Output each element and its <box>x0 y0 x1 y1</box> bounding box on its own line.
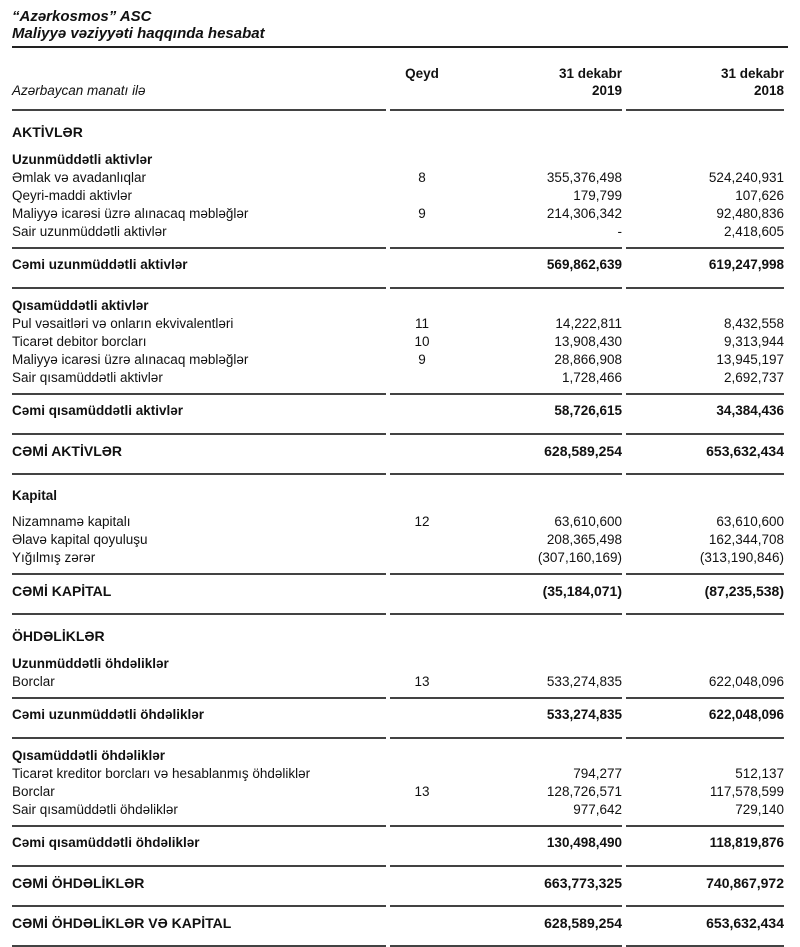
rule-row <box>12 939 784 947</box>
row-2019-cell: 1,728,466 <box>561 370 622 385</box>
row-note-cell: 10 <box>414 334 430 349</box>
row-label-cell: CƏMİ AKTİVLƏR <box>12 443 123 459</box>
column-header-note: Qeyd <box>405 66 439 81</box>
rule-segment <box>626 939 784 947</box>
rule-segment <box>12 467 386 475</box>
row-note-cell: 8 <box>418 170 426 185</box>
row-2018-cell: 512,137 <box>735 766 784 781</box>
rule-segment <box>626 281 784 289</box>
rule-row <box>12 467 784 475</box>
row-2018-cell: 8,432,558 <box>723 316 784 331</box>
section-heading-row <box>12 111 784 143</box>
section-heading: Qısamüddətli öhdəliklər <box>12 748 166 763</box>
row-label-cell: Borclar <box>12 784 55 799</box>
currency-note: Azərbaycan manatı ilə <box>12 83 146 98</box>
row-2019-cell: 355,376,498 <box>546 170 622 185</box>
row-label-cell: CƏMİ KAPİTAL <box>12 583 112 599</box>
rule-segment <box>390 899 622 907</box>
rule-segment <box>626 387 784 395</box>
table-row <box>12 531 784 549</box>
row-2018-cell: (87,235,538) <box>704 583 784 599</box>
row-note-cell <box>390 187 454 205</box>
rule-segment <box>390 467 622 475</box>
row-note-cell: 9 <box>418 352 426 367</box>
row-2018-cell: 162,344,708 <box>708 532 784 547</box>
rule-row <box>12 899 784 907</box>
table-row <box>12 169 784 187</box>
row-2018-cell: 729,140 <box>735 802 784 817</box>
table-row <box>12 575 784 607</box>
rule-segment <box>626 731 784 739</box>
section-heading-row <box>12 143 784 169</box>
row-label-cell: CƏMİ ÖHDƏLİKLƏR VƏ KAPİTAL <box>12 915 232 931</box>
row-2019-cell: 28,866,908 <box>554 352 622 367</box>
rule-row <box>12 387 784 395</box>
rule-segment <box>12 281 386 289</box>
row-2018-cell: 34,384,436 <box>716 403 784 418</box>
rule-row <box>12 731 784 739</box>
section-heading: AKTİVLƏR <box>12 124 83 140</box>
rule-segment <box>12 241 386 249</box>
rule-segment <box>626 241 784 249</box>
row-2019-cell: - <box>617 224 622 239</box>
row-2018-cell: 107,626 <box>735 188 784 203</box>
section-heading: Uzunmüddətli öhdəliklər <box>12 656 169 671</box>
section-heading: Uzunmüddətli aktivlər <box>12 152 153 167</box>
row-note-cell: 11 <box>414 316 429 331</box>
rule-row <box>12 281 784 289</box>
rule-segment <box>626 427 784 435</box>
row-label-cell: Sair qısamüddətli aktivlər <box>12 370 163 385</box>
column-header-2019-date: 31 dekabr <box>558 66 622 81</box>
row-2019-cell: 628,589,254 <box>544 915 622 931</box>
rule-row <box>12 859 784 867</box>
section-heading: ÖHDƏLİKLƏR <box>12 628 105 644</box>
rule-segment <box>626 467 784 475</box>
row-2019-cell: 663,773,325 <box>544 875 622 891</box>
rule-row <box>12 567 784 575</box>
rule-segment <box>390 607 622 615</box>
table-row <box>12 351 784 369</box>
table-row <box>12 867 784 899</box>
rule-segment <box>626 691 784 699</box>
row-2018-cell: 63,610,600 <box>716 514 784 529</box>
row-2019-cell: 208,365,498 <box>546 532 622 547</box>
rule-segment <box>390 387 622 395</box>
row-2018-cell: 2,692,737 <box>723 370 784 385</box>
rule-segment <box>626 607 784 615</box>
financial-statement-table <box>8 52 788 947</box>
row-2019-cell: 130,498,490 <box>546 835 622 850</box>
row-label-cell: Maliyyə icarəsi üzrə alınacaq məbləğlər <box>12 352 249 367</box>
title-block <box>12 8 788 48</box>
table-row <box>12 249 784 281</box>
rule-segment <box>390 567 622 575</box>
rule-segment <box>626 859 784 867</box>
row-label-cell: Yığılmış zərər <box>12 550 96 565</box>
table-row <box>12 549 784 567</box>
row-label-cell: Ticarət debitor borcları <box>12 334 147 349</box>
rule-segment <box>390 819 622 827</box>
row-note-cell <box>390 907 454 939</box>
row-2018-cell: (313,190,846) <box>699 550 784 565</box>
rule-segment <box>626 899 784 907</box>
rule-segment <box>626 819 784 827</box>
table-row <box>12 699 784 731</box>
rule-segment <box>12 731 386 739</box>
column-header-row-1 <box>12 52 784 82</box>
rule-segment <box>390 731 622 739</box>
row-2018-cell: 9,313,944 <box>723 334 784 349</box>
table-row <box>12 801 784 819</box>
row-label-cell: Cəmi qısamüddətli aktivlər <box>12 403 184 418</box>
row-note-cell: 13 <box>414 674 430 689</box>
row-label-cell: Cəmi qısamüddətli öhdəliklər <box>12 835 200 850</box>
row-2018-cell: 622,048,096 <box>708 674 784 689</box>
section-heading-row <box>12 615 784 647</box>
row-2019-cell: 13,908,430 <box>554 334 622 349</box>
row-2019-cell: 179,799 <box>573 188 622 203</box>
row-label-cell: Nizamnamə kapitalı <box>12 514 131 529</box>
rule-segment <box>12 899 386 907</box>
row-note-cell <box>390 549 454 567</box>
row-2019-cell: (307,160,169) <box>537 550 622 565</box>
table-row <box>12 513 784 531</box>
row-2019-cell: 214,306,342 <box>546 206 622 221</box>
row-2018-cell: 13,945,197 <box>716 352 784 367</box>
rule-segment <box>390 691 622 699</box>
rule-row <box>12 427 784 435</box>
rule-row <box>12 241 784 249</box>
rule-segment <box>390 103 622 111</box>
row-2019-cell: 128,726,571 <box>546 784 622 799</box>
header-rule <box>12 103 784 111</box>
row-note-cell <box>390 249 454 281</box>
table-row <box>12 827 784 859</box>
row-note-cell <box>390 531 454 549</box>
table-row <box>12 187 784 205</box>
row-2018-cell: 117,578,599 <box>709 784 784 799</box>
row-label-cell: Əlavə kapital qoyuluşu <box>12 532 148 547</box>
row-label-cell: Ticarət kreditor borcları və hesablanmış öhdəliklər <box>12 766 311 781</box>
row-note-cell <box>390 765 454 783</box>
section-heading-row <box>12 647 784 673</box>
row-2018-cell: 740,867,972 <box>706 875 784 891</box>
table-row <box>12 907 784 939</box>
table-row <box>12 315 784 333</box>
row-note-cell <box>390 223 454 241</box>
row-2018-cell: 619,247,998 <box>708 257 784 272</box>
table-row <box>12 205 784 223</box>
row-2019-cell: 63,610,600 <box>554 514 622 529</box>
row-label-cell: Pul vəsaitləri və onların ekvivalentləri <box>12 316 234 331</box>
row-note-cell <box>390 827 454 859</box>
row-2019-cell: 977,642 <box>573 802 622 817</box>
row-note-cell <box>390 699 454 731</box>
row-note-cell <box>390 435 454 467</box>
header-spacer <box>12 52 386 82</box>
row-2018-cell: 653,632,434 <box>706 443 784 459</box>
rule-segment <box>12 939 386 947</box>
row-label-cell: Maliyyə icarəsi üzrə alınacaq məbləğlər <box>12 206 249 221</box>
row-label-cell: Əmlak və avadanlıqlar <box>12 170 146 185</box>
rule-row <box>12 691 784 699</box>
section-heading-row <box>12 739 784 765</box>
rule-row <box>12 819 784 827</box>
section-heading-row <box>12 289 784 315</box>
column-header-2019-year: 2019 <box>591 83 622 98</box>
table-row <box>12 333 784 351</box>
row-2018-cell: 118,819,876 <box>709 835 784 850</box>
row-2019-cell: 533,274,835 <box>546 674 622 689</box>
rule-segment <box>12 567 386 575</box>
rule-segment <box>390 241 622 249</box>
table-row <box>12 395 784 427</box>
column-header-2018-year: 2018 <box>753 83 784 98</box>
rule-segment <box>626 103 784 111</box>
rule-segment <box>12 103 386 111</box>
rule-segment <box>390 427 622 435</box>
section-heading: Qısamüddətli aktivlər <box>12 298 149 313</box>
row-2018-cell: 2,418,605 <box>723 224 784 239</box>
rule-segment <box>12 819 386 827</box>
row-2018-cell: 622,048,096 <box>708 707 784 722</box>
row-2019-cell: 533,274,835 <box>546 707 622 722</box>
row-2019-cell: 14,222,811 <box>555 316 622 331</box>
row-note-cell: 12 <box>414 514 430 529</box>
row-2019-cell: 628,589,254 <box>544 443 622 459</box>
row-note-cell <box>390 867 454 899</box>
row-2018-cell: 524,240,931 <box>708 170 784 185</box>
rule-segment <box>12 691 386 699</box>
row-label-cell: CƏMİ ÖHDƏLİKLƏR <box>12 875 145 891</box>
rule-row <box>12 607 784 615</box>
row-2019-cell: 794,277 <box>573 766 622 781</box>
row-2019-cell: (35,184,071) <box>542 583 622 599</box>
report-title: Maliyyə vəziyyəti haqqında hesabat <box>12 25 265 42</box>
row-2018-cell: 653,632,434 <box>706 915 784 931</box>
row-label-cell: Borclar <box>12 674 55 689</box>
column-header-row-2 <box>12 82 784 103</box>
row-note-cell <box>390 801 454 819</box>
row-note-cell: 13 <box>414 784 430 799</box>
row-label-cell: Sair uzunmüddətli aktivlər <box>12 224 167 239</box>
rule-segment <box>390 939 622 947</box>
rule-segment <box>390 281 622 289</box>
rule-segment <box>12 387 386 395</box>
row-label-cell: Cəmi uzunmüddətli aktivlər <box>12 257 188 272</box>
header-spacer <box>390 82 454 103</box>
row-2018-cell: 92,480,836 <box>716 206 784 221</box>
rule-segment <box>390 859 622 867</box>
table-row <box>12 673 784 691</box>
row-label-cell: Cəmi uzunmüddətli öhdəliklər <box>12 707 205 722</box>
section-heading: Kapital <box>12 488 58 503</box>
row-label-cell: Qeyri-maddi aktivlər <box>12 188 133 203</box>
column-header-2018-date: 31 dekabr <box>720 66 784 81</box>
table-row <box>12 783 784 801</box>
row-2019-cell: 569,862,639 <box>546 257 622 272</box>
table-row <box>12 223 784 241</box>
table-row <box>12 765 784 783</box>
row-note-cell: 9 <box>418 206 426 221</box>
company-name: “Azərkosmos” ASC <box>12 8 152 25</box>
row-note-cell <box>390 369 454 387</box>
section-heading-row <box>12 475 784 513</box>
rule-segment <box>12 859 386 867</box>
rule-segment <box>12 427 386 435</box>
row-label-cell: Sair qısamüddətli öhdəliklər <box>12 802 178 817</box>
rule-segment <box>626 567 784 575</box>
rule-segment <box>12 607 386 615</box>
row-note-cell <box>390 395 454 427</box>
table-row <box>12 369 784 387</box>
row-note-cell <box>390 575 454 607</box>
row-2019-cell: 58,726,615 <box>554 403 622 418</box>
table-row <box>12 435 784 467</box>
